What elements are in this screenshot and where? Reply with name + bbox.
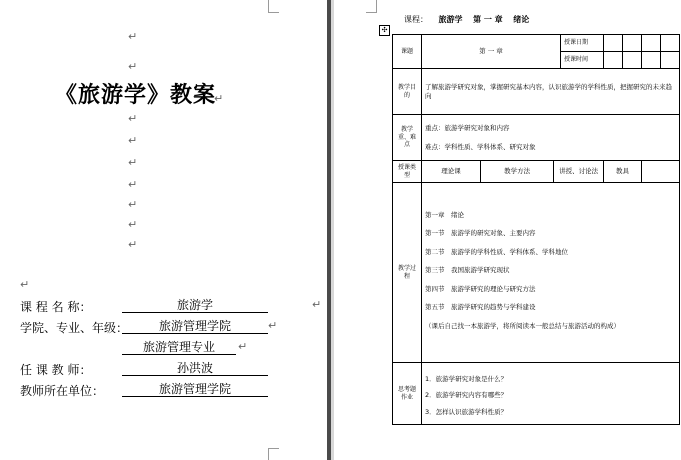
outline-item: 第一节 旅游学的研究对象、主要内容 (425, 229, 536, 238)
outline-item: 第一章 绪论 (425, 211, 464, 219)
type-label: 授课类型 (393, 161, 422, 183)
paragraph-mark: ↵ (128, 60, 138, 73)
crop-mark (366, 0, 377, 13)
paragraph-mark: ↵ (268, 319, 278, 332)
outline-item: 第五节 旅游学研究的趋势与学科建设 (425, 303, 536, 312)
objective-text: 了解旅游学研究对象，掌握研究基本内容，认识旅游学的学科性质，把握研究的未来趋向 (422, 69, 680, 115)
major-value: 旅游管理专业 (122, 340, 236, 355)
blank-cell (661, 35, 680, 52)
teacher-label: 任 课 教 师： (20, 363, 92, 377)
period-label: 授课时间 (561, 52, 604, 69)
process-label: 教学过程 (393, 183, 422, 363)
left-page (0, 0, 330, 460)
paragraph-mark: ↵ (128, 218, 138, 231)
unit-value: 旅游管理学院 (122, 382, 268, 397)
paragraph-mark: ↵ (128, 134, 138, 147)
paragraph-mark: ↵ (128, 238, 138, 251)
blank-cell (661, 52, 680, 69)
homework-item: 2．旅游学研究内容有哪些？ (425, 391, 508, 400)
key-label: 教学重、难点 (393, 115, 422, 161)
lesson-plan-table (392, 34, 680, 425)
paragraph-mark: ↵ (312, 298, 322, 311)
college-label: 学院、专业、年级： (20, 321, 129, 335)
difficult-text: 难点：学科性质、学科体系、研究对象 (425, 142, 536, 151)
teacher-value: 孙洪波 (122, 361, 268, 376)
header-course: 旅游学 (438, 15, 463, 24)
method-value: 讲授、讨论法 (554, 161, 604, 183)
process-note: （课后自己找一本旅游学，将所阅读本一般总结与旅游活动的构成） (425, 321, 620, 330)
header-topic: 绪论 (513, 15, 530, 24)
crop-mark (268, 0, 279, 13)
paragraph-mark: ↵ (128, 156, 138, 169)
objective-label: 教学目的 (393, 69, 422, 115)
table-move-handle-icon[interactable]: ✣ (379, 25, 390, 36)
paragraph-mark: ↵ (128, 178, 138, 191)
blank-cell (623, 52, 642, 69)
page-header (404, 14, 537, 25)
aids-label: 教具 (604, 161, 642, 183)
type-value: 理论课 (422, 161, 481, 183)
key-text: 重点：旅游学研究对象和内容 (425, 124, 510, 133)
outline-item: 第三节 我国旅游学研究现状 (425, 266, 510, 275)
blank-cell (604, 52, 623, 69)
paragraph-mark: ↵ (128, 198, 138, 211)
course-name-label: 课 程 名 称： (20, 300, 92, 314)
crop-mark (268, 448, 279, 460)
homework-item: 3．怎样认识旅游学科性质？ (425, 407, 508, 416)
paragraph-mark: ↵ (214, 92, 224, 105)
header-course-label: 课程： (404, 15, 428, 24)
blank-cell (623, 35, 642, 52)
outline-item: 第四节 旅游学研究的理论与研究方法 (425, 284, 536, 293)
hours-label: 授课日期 (561, 35, 604, 52)
paragraph-mark: ↵ (128, 30, 138, 43)
process-cell (422, 183, 680, 363)
method-label: 教学方法 (480, 161, 553, 183)
blank-cell (642, 52, 661, 69)
paragraph-mark: ↵ (128, 112, 138, 125)
key-cell (422, 115, 680, 161)
right-page (334, 0, 681, 460)
topic-label: 课题 (393, 35, 422, 69)
topic-value: 第 一 章 (422, 35, 561, 69)
paragraph-mark: ↵ (20, 278, 30, 291)
blank-cell (642, 35, 661, 52)
college-value: 旅游管理学院 (122, 319, 268, 334)
header-chapter: 第 一 章 (473, 15, 503, 24)
homework-item: 1．旅游学研究对象是什么？ (425, 374, 508, 383)
blank-cell (642, 161, 680, 183)
unit-label: 教师所在单位： (20, 384, 105, 398)
paragraph-mark: ↵ (238, 340, 248, 353)
homework-cell (422, 363, 680, 425)
blank-cell (604, 35, 623, 52)
outline-item: 第二节 旅游学的学科性质、学科体系、学科地位 (425, 247, 568, 256)
document-title: 《旅游学》教案 (55, 82, 217, 108)
homework-label: 思考题作业 (393, 363, 422, 425)
course-name-value: 旅游学 (122, 298, 268, 313)
